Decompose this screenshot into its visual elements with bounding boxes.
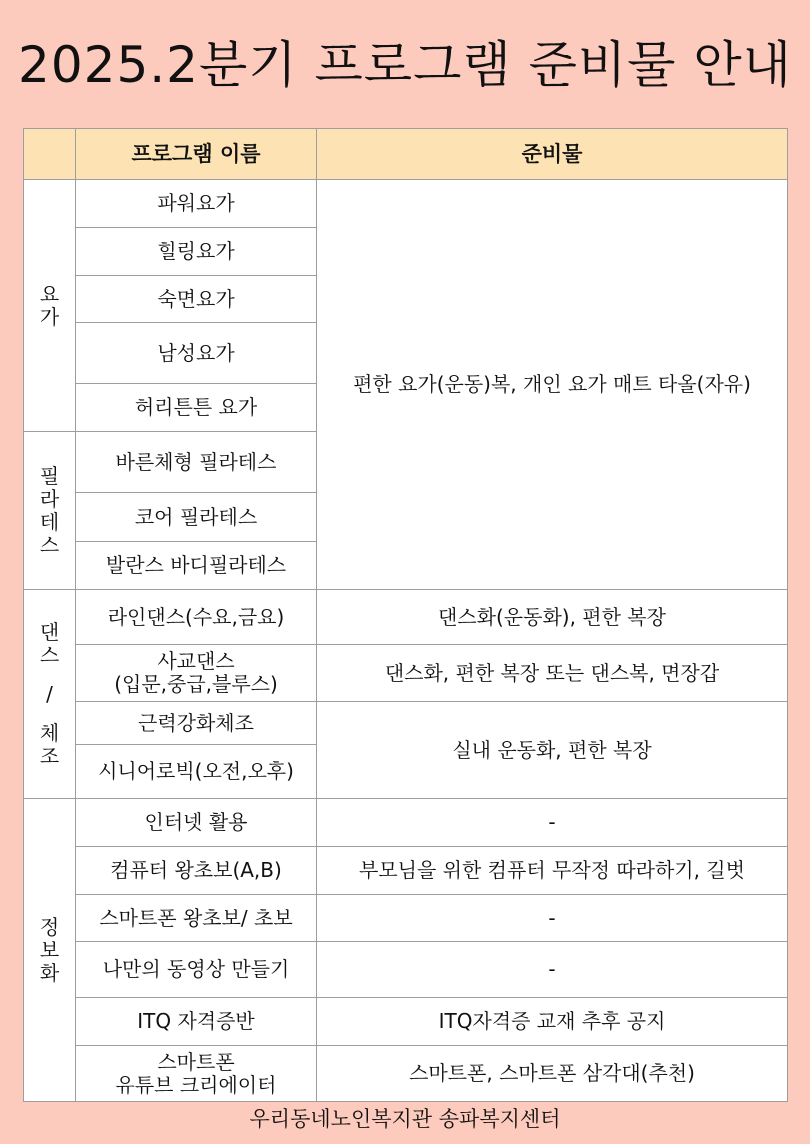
category-char: 테: [39, 509, 60, 534]
supplies-cell: -: [317, 799, 788, 847]
program-name: 허리튼튼 요가: [76, 384, 317, 432]
program-name-line: 사교댄스: [157, 649, 235, 673]
program-name: 라인댄스(수요,금요): [76, 590, 317, 645]
table-row: [24, 799, 788, 847]
program-name: 바른체형 필라테스: [76, 432, 317, 493]
program-name: 시니어로빅(오전,오후): [76, 745, 317, 799]
program-name: 컴퓨터 왕초보(A,B): [76, 847, 317, 895]
program-name: 힐링요가: [76, 228, 317, 276]
category-char: 댄: [39, 619, 60, 644]
category-info: [24, 799, 76, 1102]
table-row: [24, 847, 788, 895]
supplies-cell: 댄스화(운동화), 편한 복장: [317, 590, 788, 645]
category-yoga: [24, 180, 76, 432]
category-char: 가: [39, 304, 60, 329]
footer-organization: 우리동네노인복지관 송파복지센터: [249, 1107, 561, 1131]
program-table: [23, 128, 788, 1102]
supplies-cell: 스마트폰, 스마트폰 삼각대(추천): [317, 1046, 788, 1102]
program-name: [76, 1046, 317, 1102]
page-title: 2025.2분기 프로그램 준비물 안내: [18, 36, 792, 94]
header-program-name: 프로그램 이름: [76, 129, 317, 180]
table-row: [24, 895, 788, 942]
category-char: 요: [39, 281, 60, 306]
program-name-line: (입문,중급,블루스): [114, 672, 278, 696]
table-row: [24, 180, 788, 228]
supplies-cell: -: [317, 895, 788, 942]
table-row: [24, 645, 788, 702]
table-row: [24, 590, 788, 645]
program-name: 인터넷 활용: [76, 799, 317, 847]
table-header-row: [24, 129, 788, 180]
header-supplies: 준비물: [317, 129, 788, 180]
table-row: [24, 702, 788, 745]
program-name: 코어 필라테스: [76, 493, 317, 542]
category-char: 보: [39, 937, 60, 962]
program-name: [76, 645, 317, 702]
program-name: 스마트폰 왕초보/ 초보: [76, 895, 317, 942]
category-dance: [24, 590, 76, 799]
table-row: [24, 998, 788, 1046]
supplies-cell: -: [317, 942, 788, 998]
table-row: [24, 1046, 788, 1102]
supplies-cell: 편한 요가(운동)복, 개인 요가 매트 타올(자유): [317, 180, 788, 590]
category-char: 스: [39, 532, 60, 557]
category-char: 조: [39, 743, 60, 768]
category-char: 스: [39, 642, 60, 667]
category-pilates: [24, 432, 76, 590]
header-category: [24, 129, 76, 180]
supplies-cell: 댄스화, 편한 복장 또는 댄스복, 면장갑: [317, 645, 788, 702]
category-char: /: [46, 681, 53, 706]
supplies-cell: 부모님을 위한 컴퓨터 무작정 따라하기, 길벗: [317, 847, 788, 895]
program-name-line: 스마트폰: [157, 1049, 235, 1074]
program-name-line: 유튜브 크리에이터: [115, 1072, 277, 1097]
program-name: 근력강화체조: [76, 702, 317, 745]
category-char: 라: [39, 486, 60, 511]
program-name: 나만의 동영상 만들기: [76, 942, 317, 998]
supplies-cell: 실내 운동화, 편한 복장: [317, 702, 788, 799]
program-name: 남성요가: [76, 323, 317, 384]
category-char: 정: [39, 914, 60, 939]
program-name: 파워요가: [76, 180, 317, 228]
category-char: 체: [39, 720, 60, 745]
category-char: 화: [39, 960, 60, 985]
supplies-cell: ITQ자격증 교재 추후 공지: [317, 998, 788, 1046]
program-name: ITQ 자격증반: [76, 998, 317, 1046]
table-row: [24, 942, 788, 998]
program-name: 발란스 바디필라테스: [76, 542, 317, 590]
category-char: 필: [39, 463, 60, 488]
program-name: 숙면요가: [76, 276, 317, 323]
